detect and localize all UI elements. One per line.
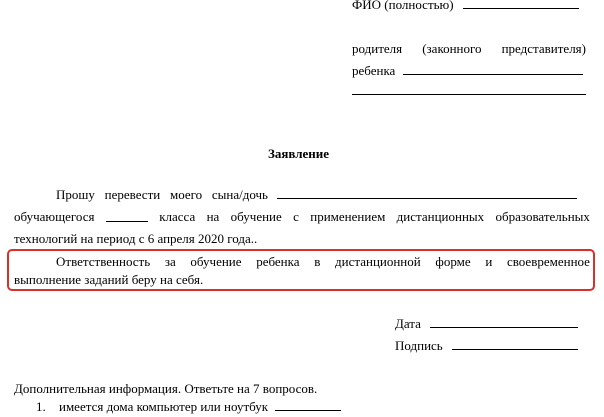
fio-label: ФИО (полностью) [352, 0, 454, 12]
p1-line-1: Прошу перевести моего сына/дочь [56, 187, 577, 202]
child-row [352, 63, 583, 78]
class-blank [106, 210, 148, 222]
item-number: 1. [36, 399, 46, 414]
signature-label: Подпись [395, 338, 443, 353]
child-name-blank [277, 187, 577, 199]
date-label: Дата [395, 316, 421, 331]
date-row [395, 316, 578, 331]
date-blank [430, 316, 578, 328]
document-title: Заявление [268, 146, 330, 161]
child-label: ребенка [352, 63, 396, 78]
parent-word-3: представителя) [501, 41, 586, 56]
parent-line-1 [352, 41, 586, 56]
p2-line-2: выполнение заданий беру на себя. [14, 272, 204, 287]
header-extra-blank [352, 83, 586, 95]
item-text: имеется дома компьютер или ноутбук [59, 399, 269, 414]
parent-word-2: (законного [422, 41, 482, 56]
fio-row [352, 0, 579, 12]
signature-row [395, 338, 578, 353]
item-1-blank [275, 399, 341, 411]
p1-line-2: обучающегося класса на обучение с применением дистанционных образовательных [14, 209, 590, 224]
child-blank [403, 63, 583, 75]
parent-word-1: родителя [352, 41, 403, 56]
signature-blank [452, 338, 578, 350]
extra-intro: Дополнительная информация. Ответьте на 7 вопросов. [14, 381, 318, 396]
p2-line-1: Ответственность за обучение ребенка в дистанционной форме и своевременное [56, 254, 590, 269]
fio-blank [463, 0, 579, 9]
extra-item-1 [36, 399, 341, 414]
p1-line-3: технологий на период с 6 апреля 2020 года.. [14, 231, 258, 246]
